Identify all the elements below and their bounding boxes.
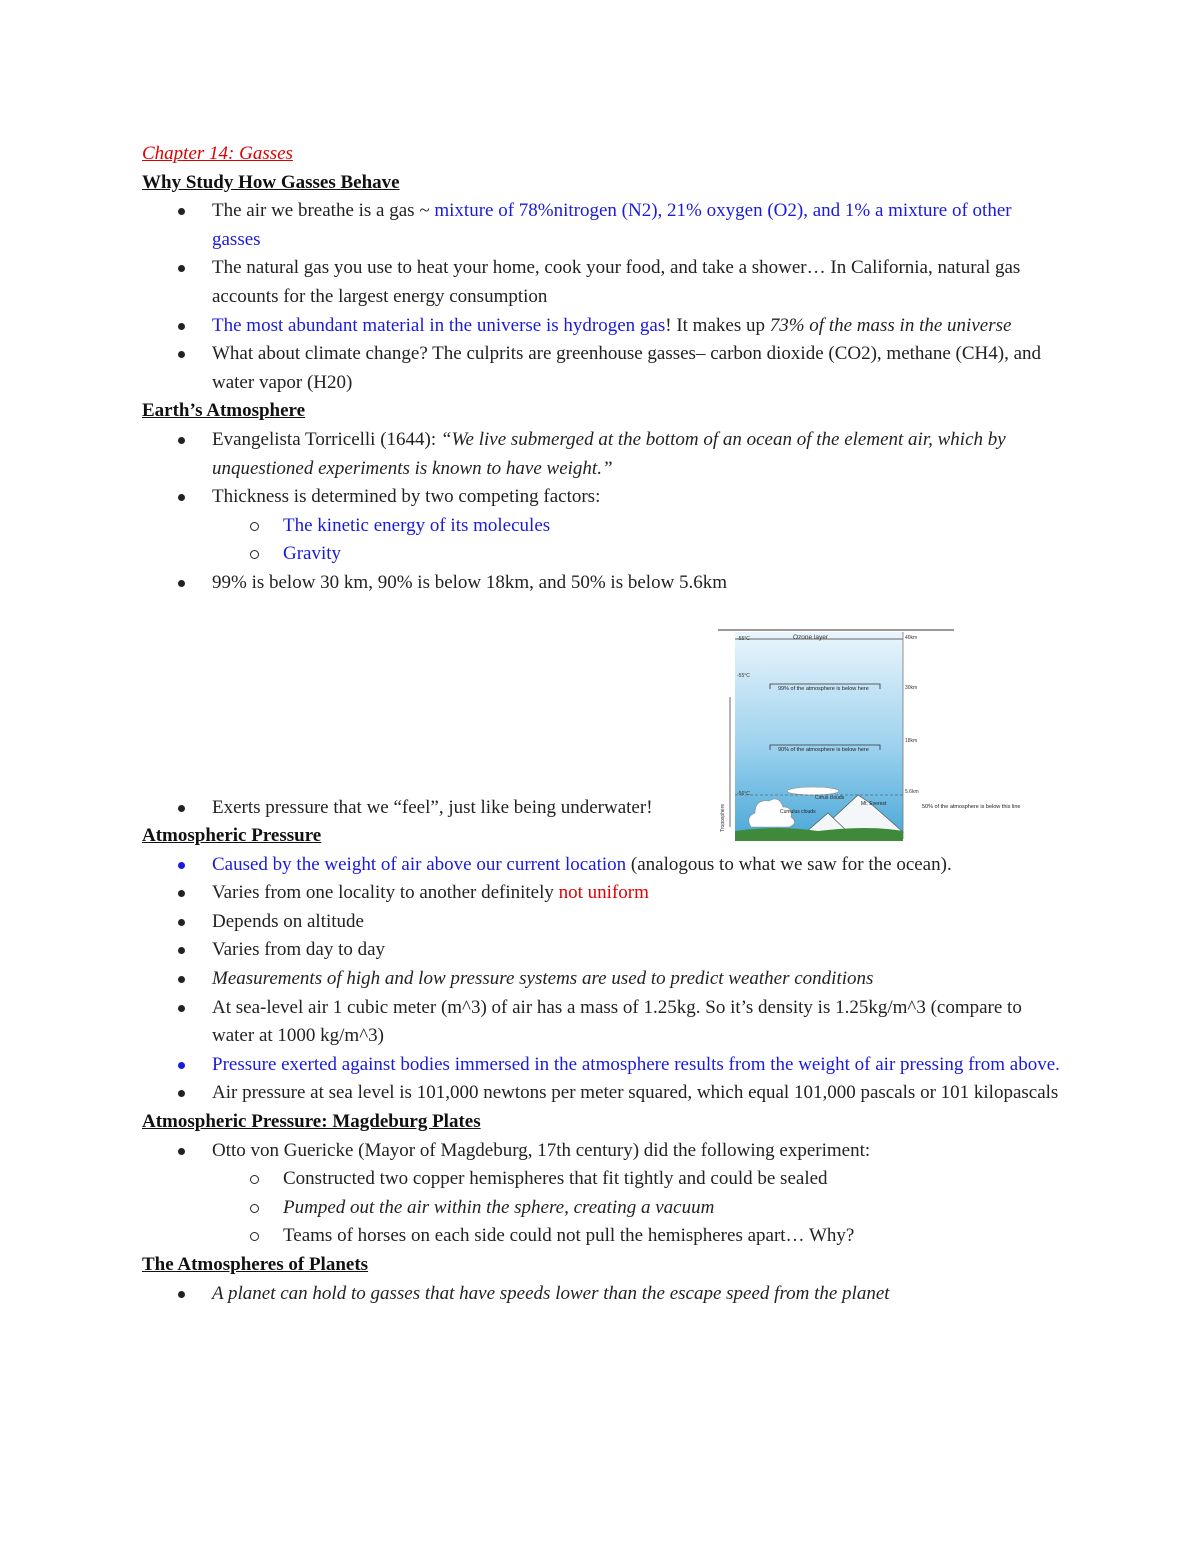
list-item: A planet can hold to gasses that have speeds lower than the escape speed from the planet xyxy=(142,1280,1062,1309)
list-item: At sea-level air 1 cubic meter (m^3) of air has a mass of 1.25kg. So it’s density is 1.25kg/m^3 (compare to water at 1000 kg/m^3) xyxy=(142,994,1062,1051)
atmosphere-diagram-svg xyxy=(718,627,1021,845)
list-item: The natural gas you use to heat your home, cook your food, and take a shower… In California, natural gas accounts for the largest energy consumption xyxy=(142,254,1062,311)
list-item xyxy=(142,312,1062,341)
text-span: Varies from one locality to another definitely xyxy=(212,882,559,904)
list-item: What about climate change? The culprits are greenhouse gasses– carbon dioxide (CO2), methane (CH4), and water vapor (H20) xyxy=(142,340,1062,397)
sub-list-item: Gravity xyxy=(142,540,1062,569)
text-span: 73% of the mass in the universe xyxy=(769,314,1012,336)
label-50: 50% of the atmosphere is below this line xyxy=(922,804,1021,810)
list-item: Depends on altitude xyxy=(142,908,1062,937)
chapter-title: Chapter 14: Gasses xyxy=(142,143,293,164)
cirrus-label: Cirrus clouds xyxy=(815,795,845,801)
cumulus-label: Cumulus clouds xyxy=(780,809,816,815)
label-99: 99% of the atmosphere is below here xyxy=(778,686,869,692)
list-item: Exerts pressure that we “feel”, just like being underwater! xyxy=(142,794,1062,823)
bullet-list xyxy=(142,197,1062,397)
temp-label-2: -55°C xyxy=(737,673,750,679)
km-label-5-6: 5.6km xyxy=(905,789,919,795)
sub-list-item: Pumped out the air within the sphere, creating a vacuum xyxy=(142,1194,1062,1223)
text-span: Evangelista Torricelli (1644): xyxy=(212,428,441,450)
section-heading-atmospheric-pressure: Atmospheric Pressure xyxy=(142,825,322,847)
text-span: ! It makes up xyxy=(665,314,770,336)
list-item: Varies from day to day xyxy=(142,936,1062,965)
troposphere-label: Troposphere xyxy=(720,803,726,832)
list-item: Otto von Guericke (Mayor of Magdeburg, 17th century) did the following experiment: xyxy=(142,1137,1062,1166)
text-span: “We live submerged at the bottom of an ocean of the element air, which by unquestioned experiments is known to have weight.” xyxy=(212,428,1006,479)
section-heading-earths-atmosphere: Earth’s Atmosphere xyxy=(142,400,306,422)
km-label-18: 18km xyxy=(905,738,918,744)
cirrus-cloud xyxy=(787,787,839,795)
list-item xyxy=(142,851,1062,880)
atmosphere-diagram xyxy=(718,627,1021,845)
section-heading-planets: The Atmospheres of Planets xyxy=(142,1254,369,1275)
list-item xyxy=(142,197,1062,254)
text-span: The air we breathe is a gas ~ xyxy=(212,200,435,222)
sub-list-item: The kinetic energy of its molecules xyxy=(142,512,1062,541)
everest-label: Mt. Everest xyxy=(861,801,887,807)
ozone-label: Ozone layer xyxy=(793,634,829,641)
list-item: Pressure exerted against bodies immersed in the atmosphere results from the weight of air pressing from above. xyxy=(142,1051,1062,1080)
section-heading-why-study: Why Study How Gasses Behave xyxy=(142,171,400,193)
bullet-list xyxy=(142,1137,1062,1251)
text-span: The most abundant material in the universe is hydrogen gas xyxy=(212,314,666,336)
list-item: 99% is below 30 km, 90% is below 18km, and 50% is below 5.6km xyxy=(142,569,1062,598)
list-item: Air pressure at sea level is 101,000 newtons per meter squared, which equal 101,000 pascals or 101 kilopascals xyxy=(142,1079,1062,1108)
bullet-list xyxy=(142,851,1062,1108)
bullet-list xyxy=(142,1280,1062,1309)
list-item xyxy=(142,879,1062,908)
text-span: mixture of 78%nitrogen (N2), 21% oxygen (O2), and 1% a mixture of other gasses xyxy=(212,200,1012,250)
text-span: Caused by the weight of air above our current location xyxy=(212,853,627,875)
list-item xyxy=(142,426,1062,483)
sub-list-item: Teams of horses on each side could not pull the hemispheres apart… Why? xyxy=(142,1222,1062,1251)
label-90: 90% of the atmosphere is below here xyxy=(778,747,869,753)
temp-label-1: -55°C xyxy=(737,636,750,642)
list-item: Thickness is determined by two competing factors: xyxy=(142,483,1062,512)
km-label-40: 40km xyxy=(905,635,918,641)
sub-list-item: Constructed two copper hemispheres that fit tightly and could be sealed xyxy=(142,1165,1062,1194)
km-label-30: 30km xyxy=(905,685,918,691)
temp-label-3: -56°C xyxy=(737,791,750,797)
list-item: Measurements of high and low pressure systems are used to predict weather conditions xyxy=(142,965,1062,994)
text-span: not uniform xyxy=(558,882,649,904)
text-span: (analogous to what we saw for the ocean). xyxy=(626,853,952,875)
section-heading-magdeburg: Atmospheric Pressure: Magdeburg Plates xyxy=(142,1111,481,1133)
